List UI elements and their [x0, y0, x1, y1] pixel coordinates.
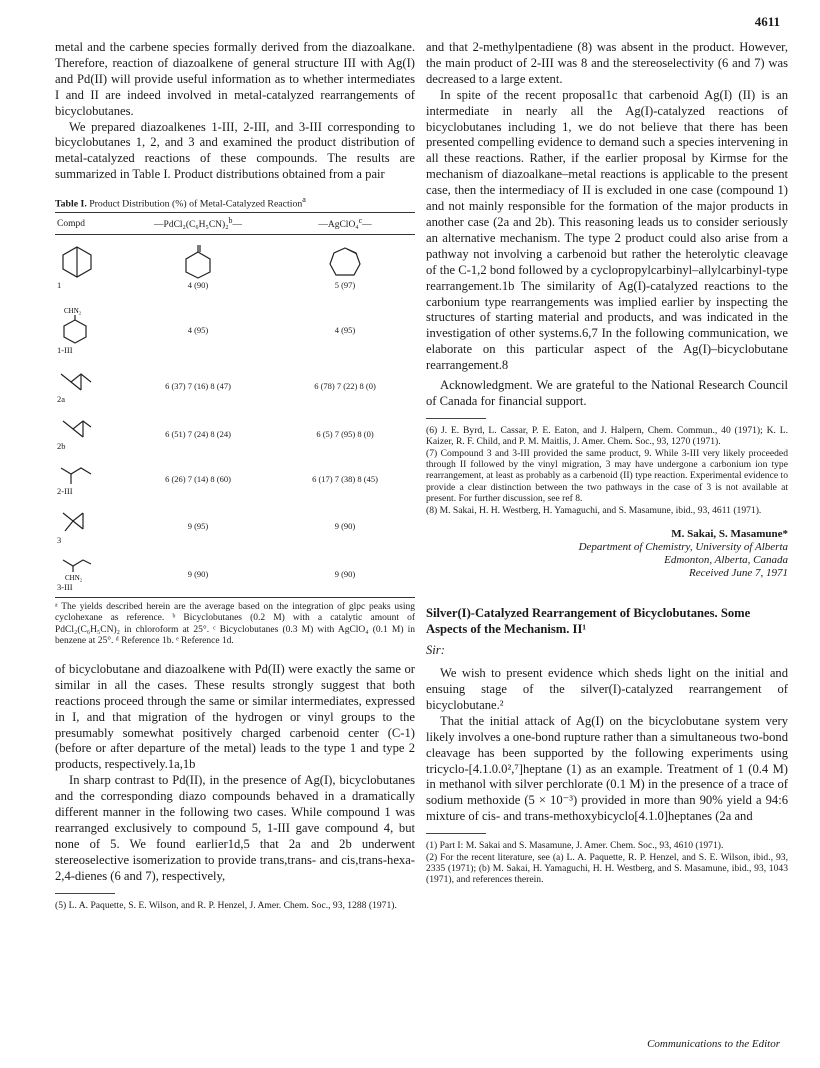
footnote-6: (6) J. E. Byrd, L. Cassar, P. E. Eaton, and J. Halpern, Chem. Commun., 40 (1971); K. L. Kaizer, R. F. Child, and P. M. Maitlis, J. Amer. Chem. Soc., 93, 1270 (1971).	[426, 424, 788, 448]
footnote-divider	[426, 418, 486, 419]
city: Edmonton, Alberta, Canada	[664, 554, 788, 567]
table-row	[55, 551, 415, 598]
compound-structure-icon	[57, 368, 97, 394]
compd-label: 1	[57, 279, 62, 290]
compound-structure-icon	[57, 305, 97, 345]
table-caption-text: Product Distribution (%) of Metal-Catalyzed Reaction	[89, 198, 303, 210]
footnote-divider	[426, 833, 486, 834]
left-column	[55, 40, 415, 911]
authors: M. Sakai, S. Masamune*	[671, 528, 788, 541]
page-number: 4611	[754, 14, 780, 29]
table-row	[55, 299, 415, 361]
ag-value: 9 (90)	[275, 551, 415, 598]
signature-block	[426, 528, 788, 580]
right-para-1: and that 2-methylpentadiene (8) was absent in the product. However, the main product of 2-III was 8 and the stereoselectivity (6 and 7) was decreased to a large extent.	[426, 40, 788, 86]
right-column	[426, 40, 788, 886]
compound-structure-icon	[57, 556, 97, 582]
compd-cell	[55, 411, 121, 457]
table-row	[55, 361, 415, 411]
compd-cell	[55, 457, 121, 501]
header-pd-label: PdCl₂(C₆H₅CN)₂	[163, 220, 229, 231]
svg-text:CHN₂: CHN₂	[65, 573, 83, 582]
product-structure-icon	[325, 244, 365, 280]
compound-structure-icon	[57, 462, 97, 486]
pd-value: 4 (95)	[187, 324, 209, 335]
pd-value: 9 (90)	[121, 551, 275, 598]
header-ag-sup: c	[358, 216, 363, 226]
right-para-2: In spite of the recent proposal1c that carbenoid Ag(I) (II) is an intermediate in nearly all the Ag(I)-catalyzed reactions of bicyclobutanes including 1, we do not believe that there has been presented compelling evidence to demand such a species intervening in all these reactions. Rather, if the earlier proposal by Kirmse for the mechanism of diazoalkane–metal reactions is applicable to the present case, then the intermediacy of II is excluded in one case (compound 1) and not mainly responsible for the formation of the major products in another case (2a and 2b). This reasoning leads us to consider seriously an alternative mechanism. The type 2 product could also arise from a pathway not involving a carbenoid but rather the heterolytic cleavage of the C-1,2 bond followed by a cyclopropylcarbinyl–allylcarbinyl-type rearrangement.1b The similarity of Ag(I)-catalyzed reactions to the carbonium type rearrangements was implied earlier by inspecting the structures of starting material and products, and was indicated in the investigation of other systems.6,7 In the following communication, we elaborate on this particular aspect of the Ag(I)–bicyclobutane rearrangement.8	[426, 87, 788, 373]
acknowledgment: Acknowledgment. We are grateful to the National Research Council of Canada for financial support.	[426, 378, 788, 408]
department: Department of Chemistry, University of Alberta	[578, 541, 788, 554]
compound-structure-icon	[57, 417, 97, 441]
product-structure-icon	[178, 244, 218, 280]
compd-label: 2-III	[57, 485, 73, 496]
header-pd-sup: b	[228, 216, 233, 226]
received-date: Received June 7, 1971	[689, 567, 788, 580]
header-pd: —PdCl₂(C₆H₅CN)₂$^b$—	[121, 213, 275, 234]
compound-structure-icon	[57, 244, 97, 280]
table-caption-sup: a	[302, 195, 306, 205]
ag-cell	[275, 234, 415, 299]
ag-value: 6 (78) 7 (22) 8 (0)	[314, 380, 376, 391]
footnote-b2: (2) For the recent literature, see (a) L. A. Paquette, R. P. Henzel, and S. E. Wilson, ibid., 93, 2335 (1971); (b) M. Sakai, H. Yamaguchi, H. H. Westberg, and S. Masamune, ibid., 93, 1043 (1971), and references therein.	[426, 851, 788, 886]
table-caption	[55, 195, 415, 209]
header-ag: —AgClO₄$^c$—	[275, 213, 415, 234]
table-row	[55, 501, 415, 551]
compd-cell	[55, 501, 121, 551]
footnote-5: (5) L. A. Paquette, S. E. Wilson, and R. P. Henzel, J. Amer. Chem. Soc., 93, 1288 (1971).	[55, 899, 397, 911]
footnote-7: (7) Compound 3 and 3-III provided the same product, 9. While 3-III very likely proceeded through II followed by the vinyl migration, 3 may have undergone a carbonium ion type rearrangement, at least as probably as a carbenoid (II) type reaction. Experimental evidence to provide a clear distinction between the two pathways in the case of 3 is not available at present. For further discussion, see ref 8.	[426, 447, 788, 505]
right-para-4: That the initial attack of Ag(I) on the bicyclobutane system very likely involves a one-bond rupture rather than a simultaneous two-bond cleavage has been supported by the following experiments using tricyclo-[4.1.0.0²,⁷]heptane (1) as an example. Treatment of 1 (0.4 M) in methanol with silver perchlorate (0.1 M) in the presence of a trace of sodium methoxide (5 × 10⁻³) provided in more than 90% yield a 94:6 mixture of cis- and trans-methoxybicyclo[4.1.0]heptanes (2a and	[426, 713, 788, 824]
pd-value: 6 (51) 7 (24) 8 (24)	[165, 428, 231, 439]
left-para-4: In sharp contrast to Pd(II), in the presence of Ag(I), bicyclobutanes and the corresponding diazo compounds behaved in a dramatically different manner in the following two cases. While compound 1 was rearranged exclusively to compound 5, 1-III gave compound 4, but none of 5. We found earlier1d,5 that 2a and 2b underwent stereoselective isomerization to provide trans,trans- and cis,trans-hexa-2,4-dienes (6 and 7), respectively,	[55, 773, 415, 883]
table-row	[55, 457, 415, 501]
footnote-b1: (1) Part I: M. Sakai and S. Masamune, J. Amer. Chem. Soc., 93, 4610 (1971).	[426, 840, 724, 852]
salutation: Sir:	[426, 643, 445, 658]
compd-label: 2b	[57, 440, 66, 451]
header-compd: Compd	[55, 213, 121, 234]
compd-label: 3	[57, 534, 62, 545]
journal-section-footer: Communications to the Editor	[647, 1038, 780, 1050]
compd-cell	[55, 551, 121, 598]
ag-value: 6 (5) 7 (95) 8 (0)	[316, 428, 374, 439]
table-caption-label: Table I.	[55, 198, 87, 210]
ag-value: 9 (90)	[334, 520, 356, 531]
pd-value: 9 (95)	[187, 520, 209, 531]
compd-cell	[55, 234, 121, 299]
compound-structure-icon	[57, 507, 97, 535]
left-para-1: metal and the carbene species formally derived from the diazoalkane. Therefore, reaction of diazoalkene of general structure III with Ag(I) and Pd(II) will provide useful information as to whether intermediates I and II are indeed involved in metal-catalyzed rearrangements of bicyclobutanes.	[55, 40, 415, 118]
ag-value: 5 (97)	[334, 279, 356, 290]
right-para-3: We wish to present evidence which sheds light on the initial and ensuing stage of the silver(I)-catalyzed rearrangement of bicyclobutane.²	[426, 666, 788, 712]
footnote-divider	[55, 893, 115, 894]
table-row	[55, 411, 415, 457]
article-title: Silver(I)-Catalyzed Rearrangement of Bicyclobutanes. Some Aspects of the Mechanism. II¹	[426, 606, 751, 636]
footnote-8: (8) M. Sakai, H. H. Westberg, H. Yamaguchi, and S. Masamune, ibid., 93, 4611 (1971).	[426, 504, 762, 516]
pd-cell	[121, 234, 275, 299]
compd-cell	[55, 299, 121, 361]
product-distribution-table	[55, 212, 415, 597]
svg-text:CHN₂: CHN₂	[64, 306, 82, 315]
left-para-2: We prepared diazoalkenes 1-III, 2-III, and 3-III corresponding to bicyclobutanes 1, 2, and 3 and examined the product distribution of metal-catalyzed reactions of these compounds. The results are summarized in Table I. Product distributions obtained from a pair	[55, 119, 415, 182]
left-para-3: of bicyclobutane and diazoalkene with Pd(II) were exactly the same or similar in all the cases. These results strongly suggest that both reactions proceed through the same or similar intermediates, expressed in I, and that migration of the hydrogen or vinyl groups to the presumably somewhat positively charged carbenoid center (C-1) (before or after departure of the metal) leads to the type 1 and type 2 products, respectively.1a,1b	[55, 661, 415, 772]
header-ag-label: AgClO₄	[327, 220, 359, 231]
ag-value: 6 (17) 7 (38) 8 (45)	[312, 473, 378, 484]
ag-value: 4 (95)	[334, 324, 356, 335]
compd-label: 3-III	[57, 581, 73, 592]
pd-value: 6 (37) 7 (16) 8 (47)	[165, 380, 231, 391]
pd-value: 4 (90)	[187, 279, 209, 290]
table-footnote: ᵃ The yields described herein are the average based on the integration of glpc peaks using cyclohexane as reference. ᵇ Bicyclobutanes (0.2 M) with a catalytic amount of PdCl₂(C₆H₅CN)₂ in chloroform at 25°. ᶜ Bicyclobutanes (0.3 M) with AgClO₄ (0.1 M) in benzene at 25°. ᵈ Reference 1b. ᵉ Reference 1d.	[55, 601, 415, 647]
compd-cell	[55, 361, 121, 411]
compd-label: 1-III	[57, 344, 73, 355]
compd-label: 2a	[57, 393, 66, 404]
pd-value: 6 (26) 7 (14) 8 (60)	[165, 473, 231, 484]
table-row	[55, 234, 415, 299]
